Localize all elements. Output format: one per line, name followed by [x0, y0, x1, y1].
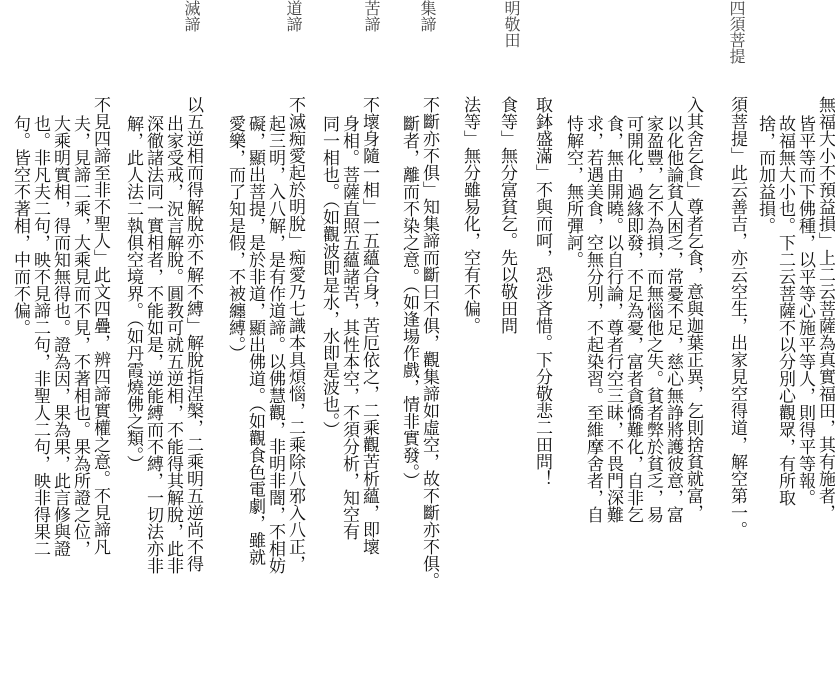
text-column: 捨，而加益損。	[755, 115, 775, 234]
text-column: 愛樂，而了知是假，不被纏縛。）	[225, 115, 245, 362]
text-column: 句。皆空不著相，中而不偏。	[10, 115, 30, 336]
text-column: 出家受戒，況言解脫。圓教可就五逆相，不能得其解脫，此非	[163, 115, 183, 574]
text-column: 以五逆相而得解脫亦不解不縛」解脫指涅槃，二乘明五逆尚不得	[183, 96, 203, 572]
heading-merit-field: 明敬田	[502, 0, 521, 48]
text-column: 同一相也。（如觀波即是水，水即是波也。）	[319, 115, 339, 438]
text-column: 可開化，過緣即發，不足為憂，富者貪憍難化，自非乞	[623, 115, 643, 523]
heading-four-subhuti: 四須菩提	[727, 0, 746, 64]
text-column: 不斷亦不俱」知集諦而斷曰不俱，觀集諦如虛空，故不斷亦不俱。	[419, 96, 439, 589]
text-column: 起三明，入八解，是有作道諦。以佛慧觀，非明非闇，不相妨	[265, 115, 285, 574]
text-column: 入其舍乞食」尊者乞食，意與迦葉正異，乞則捨貧就富，	[683, 96, 703, 521]
heading-path-truth: 道諦	[284, 0, 303, 32]
text-column: 斷者，離而不染之意。（如逢場作戲，情非實發。）	[399, 115, 419, 489]
text-column: 以化他論貧人困乏，常憂不足，慈心無諍將護彼意，富	[663, 115, 683, 523]
text-column: 解，此人法二執俱空境界。（如丹霞燒佛之類。）	[123, 115, 143, 472]
text-column: 也。非凡夫二句，映不見諦二句，非聖人二句，映非得果二	[30, 115, 50, 557]
heading-cessation-truth: 滅諦	[182, 0, 201, 32]
text-column: 食，無由開曉。以自行論，尊者行空三昧，不畏門深難	[603, 115, 623, 523]
text-column: 取鉢盛滿」不與而呵，恐涉吝惜。下分敬悲二田問！	[532, 96, 552, 487]
text-column: 恃解空，無所彈訶。	[563, 115, 583, 268]
text-column: 法等」無分雖易化，空有不偏。	[460, 96, 480, 334]
text-column: 皆平等而下佛種，以平等心施平等人，則得平等報。	[795, 115, 815, 506]
text-column: 夫，見諦二乘，大乘見而不見，不著相也。果為所證之位，	[70, 115, 90, 557]
text-column: 家盈豐，乞不為損，而無惱他之失。貧者弊於貧乏，易	[643, 115, 663, 523]
text-column: 須菩提」此云善吉，亦云空生，出家見空得道，解空第一。	[727, 96, 747, 538]
text-column: 求，若遇美食，空無分別，不起染習。至維摩舍者，自	[583, 115, 603, 523]
text-column: 深徹諸法同一實相者，不能如是，逆能縛而不縛，一切法亦非	[143, 115, 163, 574]
text-column: 食等」無分富貧乞。先以敬田問	[497, 96, 517, 334]
text-column: 不壞身隨一相」一五蘊合身，苦厄依之，二乘觀苦析蘊，即壞	[359, 96, 379, 555]
text-column: 無福大小不預益損」上二云菩薩為真實福田，其有施者，	[815, 96, 835, 521]
text-column: 故福無大小也。下二云菩薩不以分別心觀眾，有所取	[775, 115, 795, 506]
text-column: 身相。菩薩直照五蘊諸苦，其性本空，不須分析，知空有	[339, 115, 359, 540]
heading-suffering-truth: 苦諦	[362, 0, 381, 32]
text-column: 礙，顯出菩提，是於非道，顯出佛道。（如觀食色電劇，雖就	[245, 115, 265, 566]
text-column: 大乘明實相，得而知無得也。證為因，果為果，此言修與證	[50, 115, 70, 557]
heading-origin-truth: 集諦	[418, 0, 437, 32]
text-column: 不滅痴愛起於明脫」痴愛乃七識本具煩惱，二乘除八邪入八正，	[285, 96, 305, 572]
text-column: 不見四諦至非不聖人」此文四疊，辨四諦實權之意。不見諦凡	[90, 96, 110, 555]
